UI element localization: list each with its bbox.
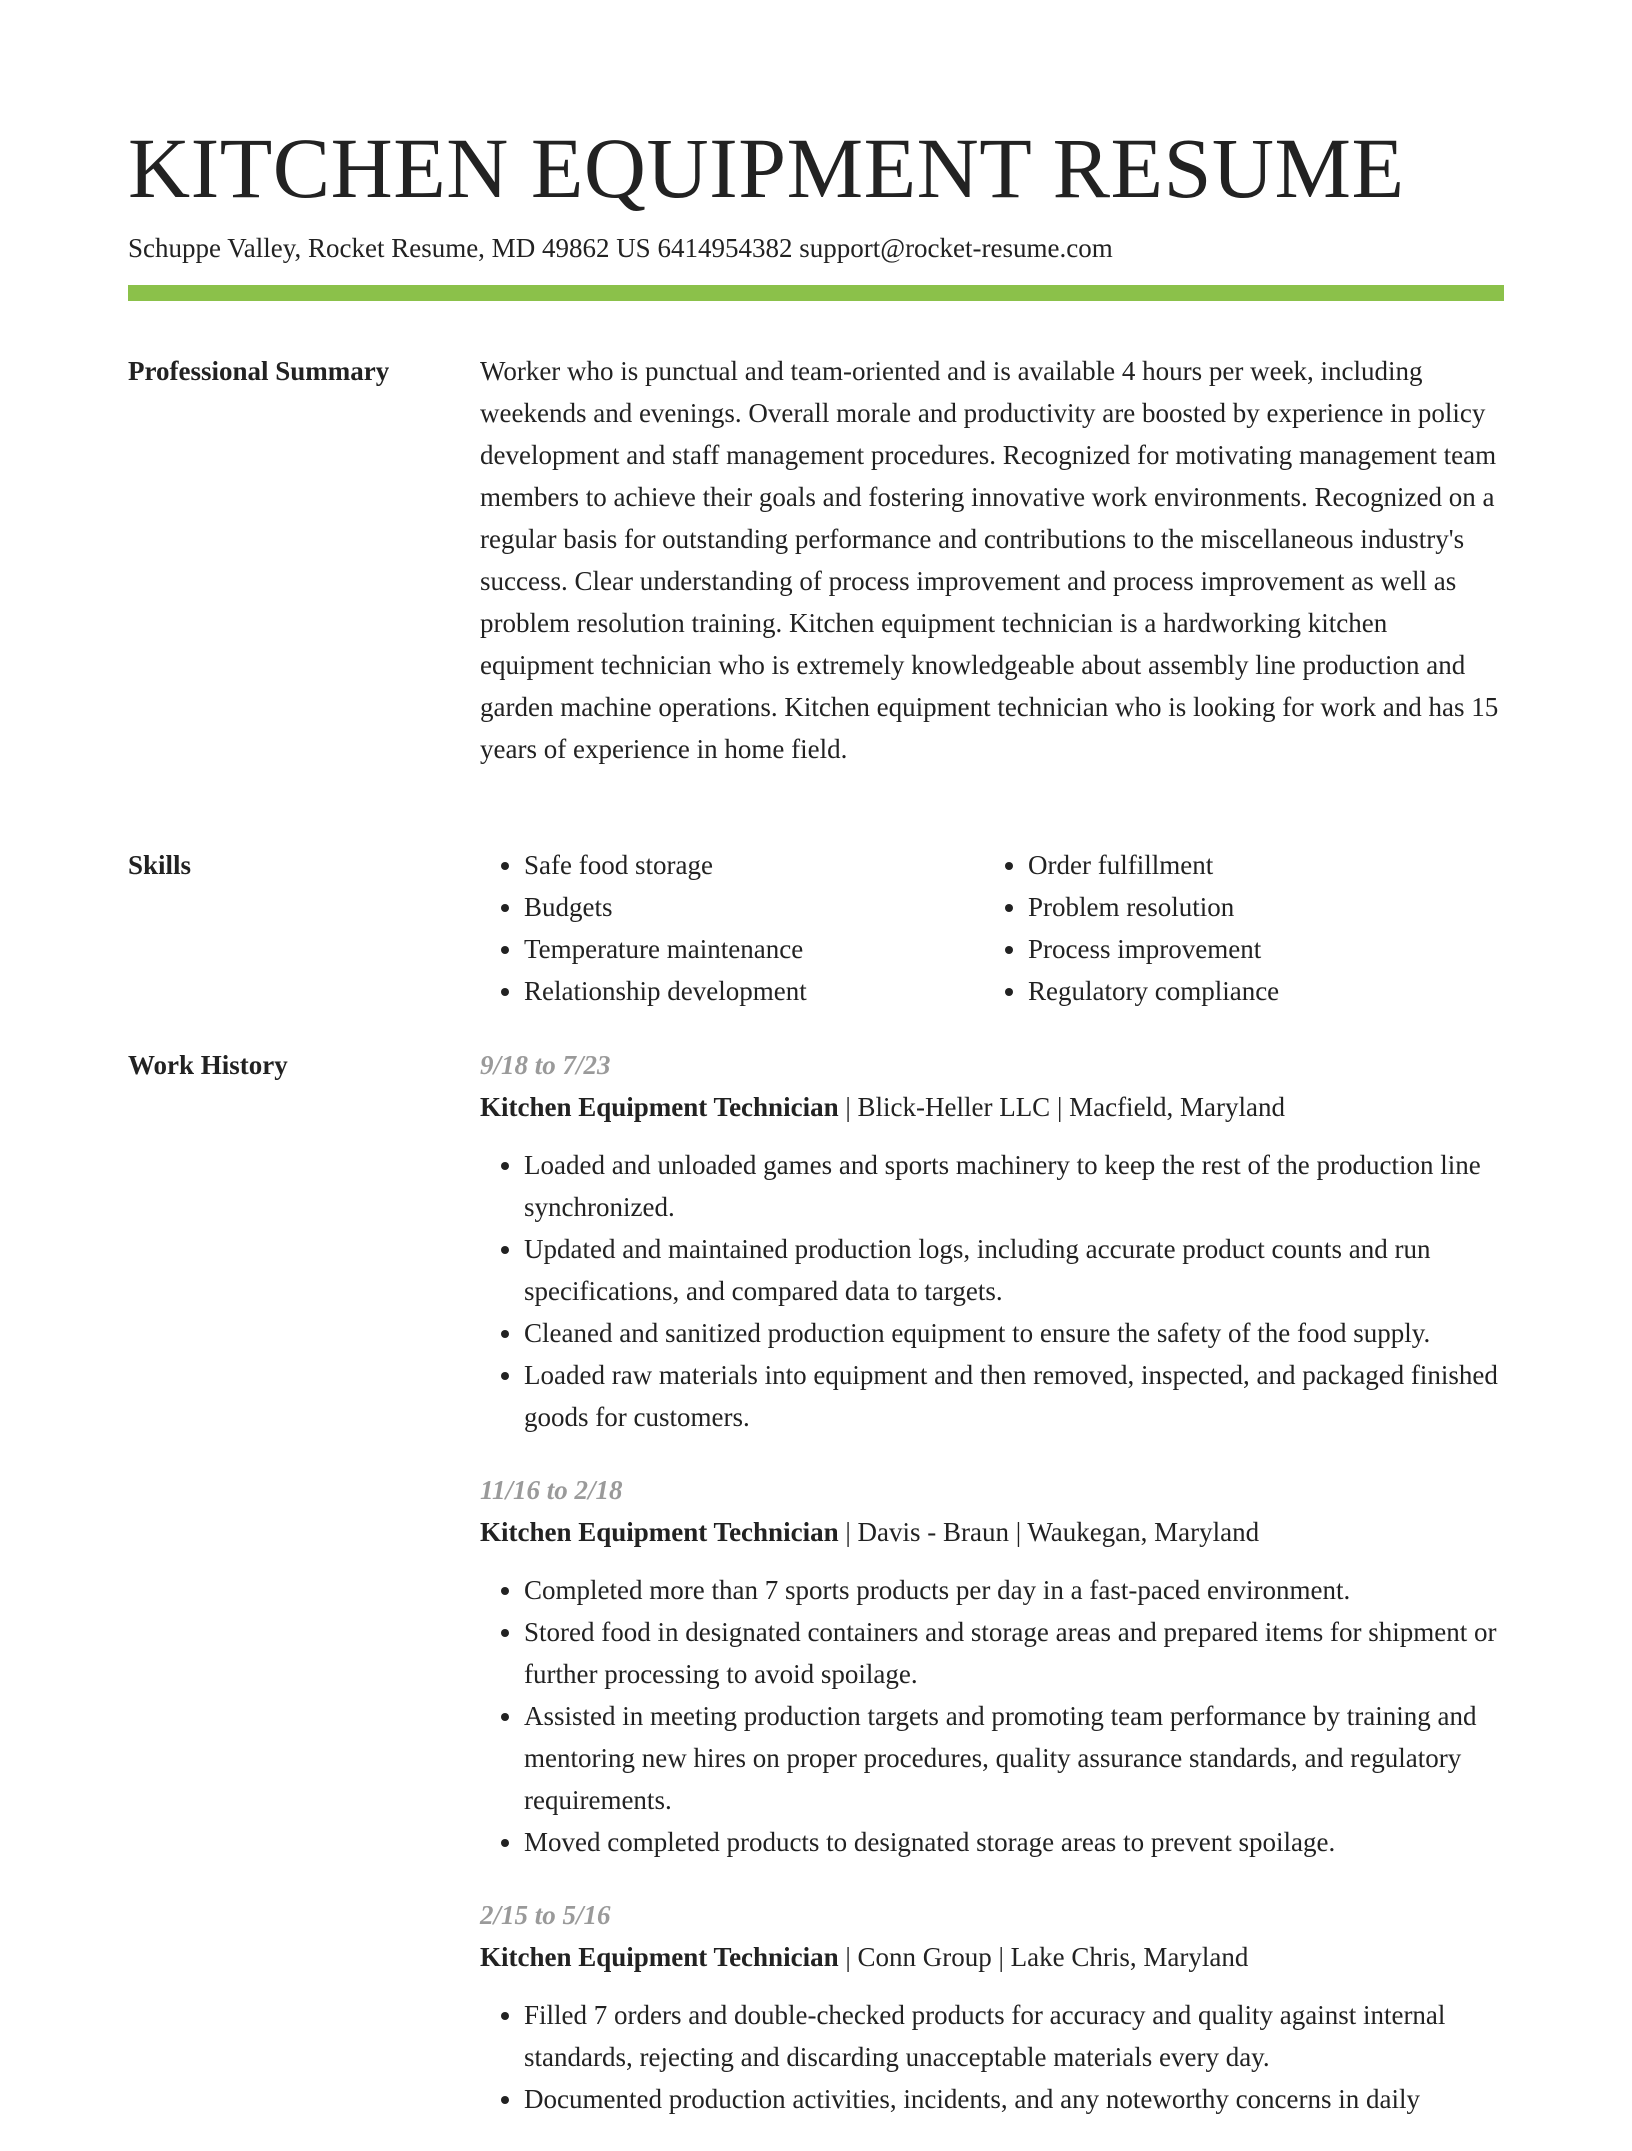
resume-title: KITCHEN EQUIPMENT RESUME <box>128 120 1405 216</box>
job-bullet: • Completed more than 7 sports products per day in a fast-paced environment. <box>524 1569 1504 1611</box>
job-bullet: • Moved completed products to designated storage areas to prevent spoilage. <box>524 1821 1504 1863</box>
job-title: Kitchen Equipment Technician <box>480 1092 839 1122</box>
job-bullet-list <box>480 1144 1504 1438</box>
job-bullet: • Updated and maintained production logs, including accurate product counts and run specifications, and compared data to targets. <box>524 1228 1504 1312</box>
skill-item: • Budgets <box>524 886 984 928</box>
job-heading <box>480 1511 1504 1553</box>
skill-item: • Relationship development <box>524 970 984 1012</box>
job-dates: 11/16 to 2/18 <box>480 1475 623 1505</box>
job-entry <box>480 1469 1504 1863</box>
job-bullet: • Loaded and unloaded games and sports machinery to keep the rest of the production line synchronized. <box>524 1144 1504 1228</box>
job-bullet: • Cleaned and sanitized production equipment to ensure the safety of the food supply. <box>524 1312 1504 1354</box>
job-employer-location: | Davis - Braun | Waukegan, Maryland <box>838 1517 1260 1547</box>
summary-text: Worker who is punctual and team-oriented and is available 4 hours per week, including weekends and evenings. Overall morale and productivity are boosted by experience in policy development and staff management procedures. Recognized for motivating management team members to achieve their goals and fostering innovative work environments. Recognized on a regular basis for outstanding performance and contributions to the miscellaneous industry's success. Clear understanding of process improvement and process improvement as well as problem resolution training. Kitchen equipment technician is a hardworking kitchen equipment technician who is extremely knowledgeable about assembly line production and garden machine operations. Kitchen equipment technician who is looking for work and has 15 years of experience in home field. <box>480 356 1499 764</box>
skill-item: • Regulatory compliance <box>1028 970 1488 1012</box>
skill-item: • Safe food storage <box>524 844 984 886</box>
job-title: Kitchen Equipment Technician <box>480 1517 839 1547</box>
skill-item: • Problem resolution <box>1028 886 1488 928</box>
summary-heading: Professional Summary <box>128 356 390 386</box>
job-entry <box>480 1044 1504 1438</box>
job-entry <box>480 1894 1504 2120</box>
work-history-heading: Work History <box>128 1050 288 1080</box>
job-title: Kitchen Equipment Technician <box>480 1942 839 1972</box>
job-heading <box>480 1936 1504 1978</box>
skill-item: • Process improvement <box>1028 928 1488 970</box>
job-bullet: • Loaded raw materials into equipment and then removed, inspected, and packaged finished goods for customers. <box>524 1354 1504 1438</box>
job-dates: 9/18 to 7/23 <box>480 1050 611 1080</box>
job-employer-location: | Conn Group | Lake Chris, Maryland <box>838 1942 1249 1972</box>
skill-item: • Temperature maintenance <box>524 928 984 970</box>
job-employer-location: | Blick-Heller LLC | Macfield, Maryland <box>838 1092 1286 1122</box>
skills-heading: Skills <box>128 850 192 880</box>
skill-item: • Order fulfillment <box>1028 844 1488 886</box>
accent-divider <box>128 285 1504 301</box>
skills-list-left <box>480 844 984 1012</box>
job-bullet: • Stored food in designated containers and storage areas and prepared items for shipment or further processing to avoid spoilage. <box>524 1611 1504 1695</box>
job-heading <box>480 1086 1504 1128</box>
job-dates: 2/15 to 5/16 <box>480 1900 611 1930</box>
job-bullet: • Filled 7 orders and double-checked products for accuracy and quality against internal standards, rejecting and discarding unacceptable materials every day. <box>524 1994 1504 2078</box>
job-bullet-list <box>480 1994 1504 2120</box>
job-bullet: • Documented production activities, incidents, and any noteworthy concerns in daily <box>524 2078 1504 2120</box>
job-bullet: • Assisted in meeting production targets and promoting team performance by training and mentoring new hires on proper procedures, quality assurance standards, and regulatory requirements. <box>524 1695 1504 1821</box>
contact-line: Schuppe Valley, Rocket Resume, MD 49862 US 6414954382 support@rocket-resume.com <box>128 233 1113 263</box>
skills-list-right <box>984 844 1488 1012</box>
job-bullet-list <box>480 1569 1504 1863</box>
